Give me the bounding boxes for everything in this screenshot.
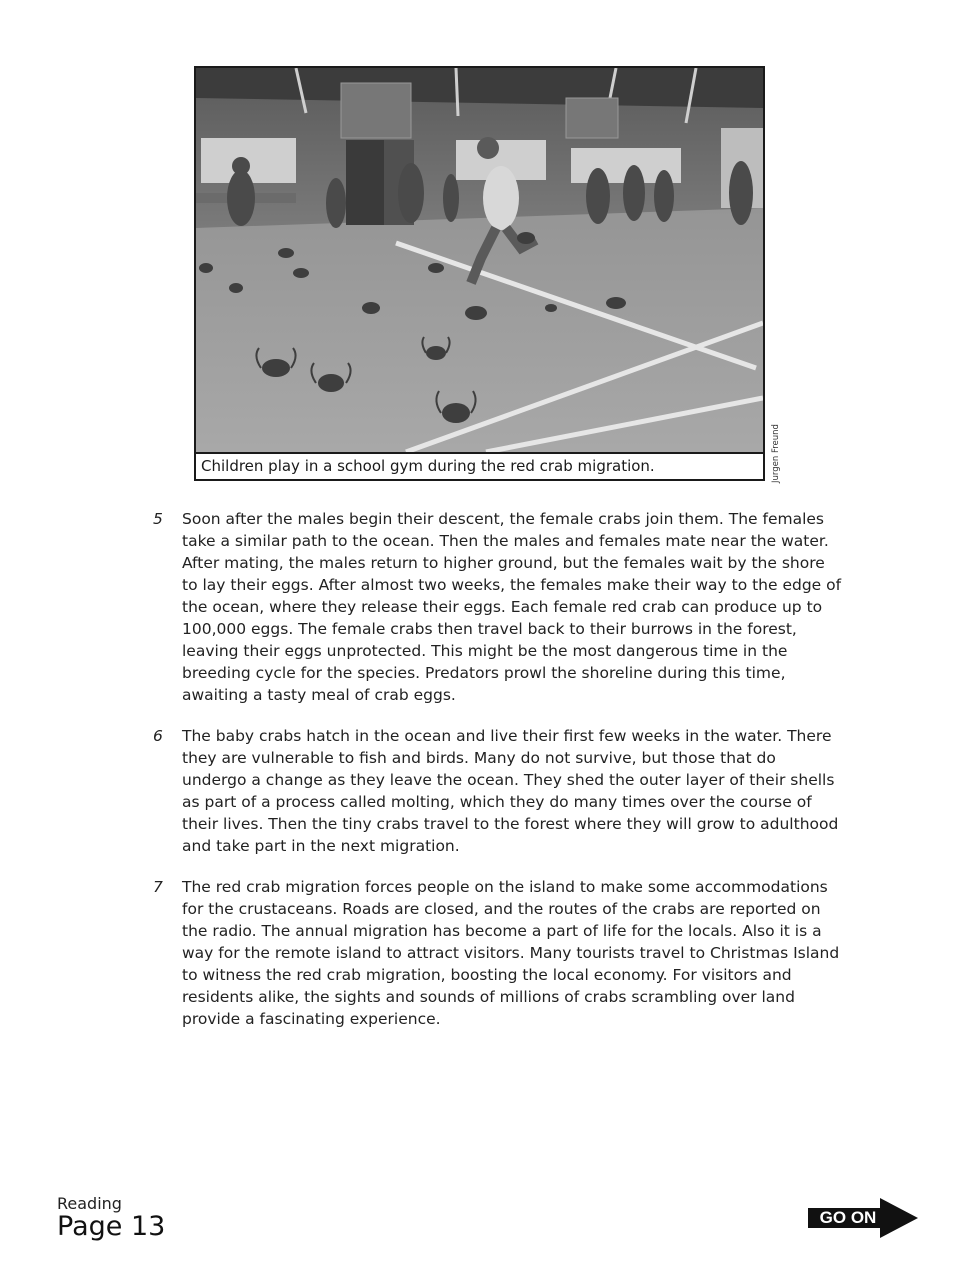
photo-credit: Jurgen Freund — [771, 424, 781, 483]
photo-caption: Children play in a school gym during the red crab migration. — [196, 452, 763, 479]
footer-section-label: Reading — [57, 1194, 122, 1213]
go-on-label: GO ON — [819, 1208, 877, 1227]
paragraph-number: 7 — [153, 878, 163, 896]
paragraph-number: 6 — [153, 727, 163, 745]
go-on-button[interactable] — [808, 1196, 920, 1240]
photo-figure — [194, 66, 765, 481]
paragraph-text: The baby crabs hatch in the ocean and live their first few weeks in the water. There they are vulnerable to fish and birds. Many do not survive, but those that do undergo a change as they leave the ocean. They shed the outer layer of their shells as part of a process called molting, which they do many times over the course of their lives. Then the tiny crabs travel to the forest where they will grow to adulthood and take part in the next migration. — [182, 727, 839, 855]
paragraph-text: Soon after the males begin their descent, the female crabs join them. The females take a similar path to the ocean. Then the males and females mate near the water. After mating, the males return to higher ground, but the females wait by the shore to lay their eggs. After almost two weeks, the females make their way to the edge of the ocean, where they release their eggs. Each female red crab can produce up to 100,000 eggs. The female crabs then travel back to their burrows in the forest, leaving their eggs unprotected. This might be the most dangerous time in the breeding cycle for the species. Predators prowl the shoreline during this time, awaiting a tasty meal of crab eggs. — [182, 510, 842, 704]
paragraph-text: The red crab migration forces people on the island to make some accommodations for the crustaceans. Roads are closed, and the routes of the crabs are reported on the radio. The annual migration has become a part of life for the locals. Also it is a way for the remote island to attract visitors. Many tourists travel to Christmas Island to witness the red crab migration, boosting the local economy. For visitors and residents alike, the sights and sounds of millions of crabs scrambling over land provide a fascinating experience. — [182, 878, 840, 1028]
paragraph-number: 5 — [153, 510, 163, 528]
page-number: Page 13 — [57, 1211, 166, 1242]
gym-photo — [196, 68, 763, 452]
